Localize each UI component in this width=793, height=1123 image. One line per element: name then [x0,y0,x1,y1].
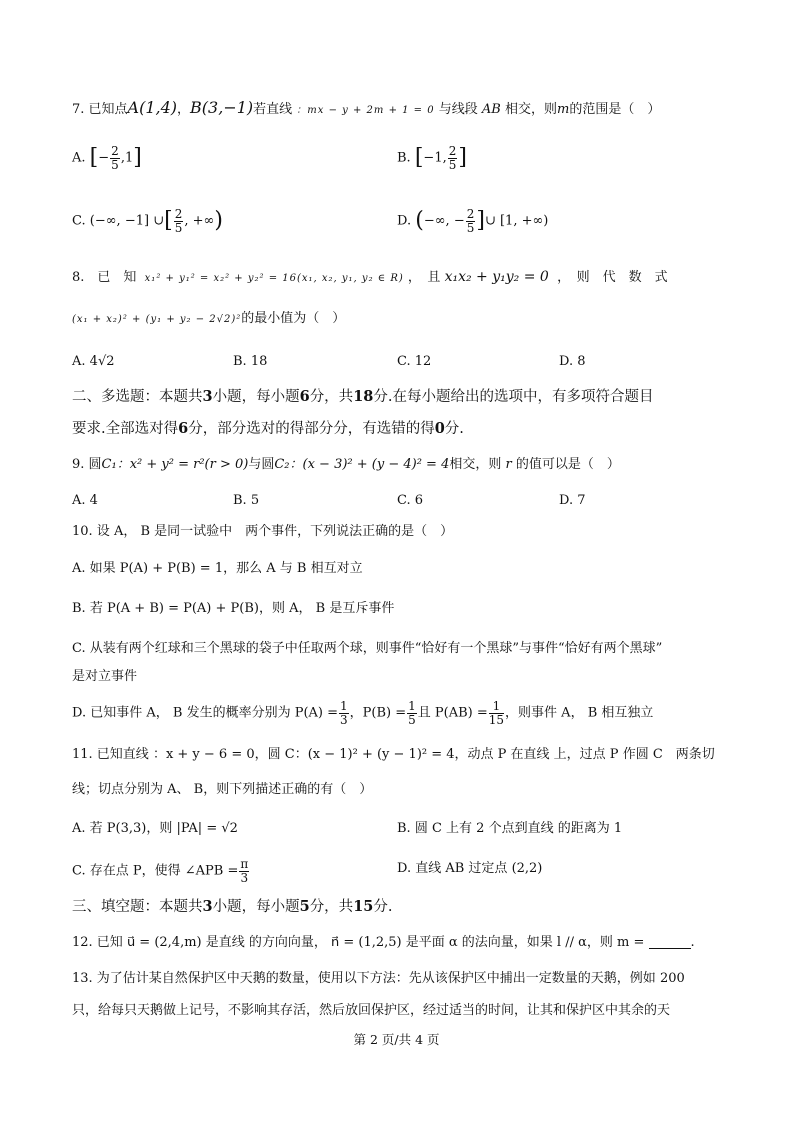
fraction: $\frac{2}{5}$ [466,207,475,235]
q8-option-b: B. 18 [233,354,268,369]
q11-option-a: A. 若 P(3,3)，则 |PA| = √2 [72,821,238,836]
fraction: $\frac{\pi}{3}$ [240,857,249,885]
q7-stem: 7. 已知点A(1,4)，B(3,−1)若直线 ：mx − y + 2m + 1 = 0 与线段 AB 相交，则m的范围是（ ） [72,98,661,117]
q8-option-c: C. 12 [397,354,432,369]
fraction: $\frac{2}{5}$ [174,207,183,235]
section-2-heading-cont: 要求.全部选对得6分，部分选对的得部分分，有选错的得0分. [72,420,464,437]
fraction: $\frac{1}{3}$ [340,699,348,727]
page-footer: 第 2 页/共 4 页 [353,1032,440,1047]
q7-option-d: D. (−∞, − $\frac{2}{5}$ ]∪ [1, +∞) [397,207,549,235]
q9-option-a: A. 4 [72,493,98,508]
q8-stem-line2: (x₁ + x₂)² + (y₁ + y₂ − 2√2)²的最小值为（ ） [72,311,346,326]
fraction: $\frac{2}{5}$ [111,144,119,172]
answer-blank[interactable] [649,936,691,949]
q8-option-d: D. 8 [559,354,586,369]
q8-option-a: A. 4√2 [72,354,115,369]
q9-option-b: B. 5 [233,493,260,508]
q11-option-d: D. 直线 AB 过定点 (2,2) [397,861,543,876]
q9-option-c: C. 6 [397,493,424,508]
fraction: $\frac{1}{15}$ [488,699,505,727]
q10-option-d: D. 已知事件 A， B 发生的概率分别为 P(A) = $\frac{1}{3}$ ，P(B) = $\frac{1}{5}$ 且 P(AB) = $\frac{1}{15}$ ，则事件 A， B 相互独立 [72,699,654,727]
fraction: $\frac{2}{5}$ [448,144,457,172]
section-2-heading: 二、多选题：本题共3小题，每小题6分，共18分.在每小题给出的选项中，有多项符合题目 [72,388,654,405]
q7-option-b: B. [−1, $\frac{2}{5}$ ] [397,144,467,172]
q7-option-c: C. (−∞, −1] ∪[ $\frac{2}{5}$ , +∞) [72,207,223,235]
q10-option-a: A. 如果 P(A) + P(B) = 1，那么 A 与 B 相互对立 [72,561,363,576]
fraction: $\frac{1}{5}$ [408,699,416,727]
q12-stem: 12. 已知 u⃗ = (2,4,m) 是直线 的方向向量， n⃗ = (1,2,5) 是平面 α 的法向量，如果 l // α，则 m = . [72,935,695,950]
q10-option-b: B. 若 P(A + B) = P(A) + P(B)，则 A， B 是互斥事件 [72,601,395,616]
q9-stem: 9. 圆C₁：x² + y² = r²(r > 0)与圆C₂：(x − 3)² + (y − 4)² = 4相交，则 r 的值可以是（ ） [72,457,620,472]
q8-stem-line1: 8. 已 知 x₁² + y₁² = x₂² + y₂² = 16(x₁, x₂, y₁, y₂ ∈ R) ， 且 x₁x₂ + y₁y₂ = 0 ， 则 代 数 式 [72,269,668,285]
q11-option-c: C. 存在点 P，使得 ∠APB = $\frac{\pi}{3}$ [72,857,249,885]
q13-stem: 13. 为了估计某自然保护区中天鹅的数量，使用以下方法：先从该保护区中捕出一定数量的天鹅，例如 200 [72,971,685,986]
q10-option-c-cont: 是对立事件 [72,669,138,684]
q11-option-b: B. 圆 C 上有 2 个点到直线 的距离为 1 [397,821,623,836]
q13-stem-cont: 只，给每只天鹅做上记号，不影响其存活，然后放回保护区，经过适当的时间，让其和保护区中其余的天 [72,1003,671,1018]
q11-stem-cont: 线；切点分别为 A、 B，则下列描述正确的有（ ） [72,782,373,797]
q7-option-a: A. [− $\frac{2}{5}$ ,1] [72,144,142,172]
q9-option-d: D. 7 [559,493,586,508]
q11-stem: 11. 已知直线 ：x + y − 6 = 0，圆 C：(x − 1)² + (y − 1)² = 4，动点 P 在直线 上，过点 P 作圆 C 两条切 [72,747,715,762]
q10-option-c: C. 从装有两个红球和三个黑球的袋子中任取两个球，则事件“恰好有一个黑球”与事件“恰好有两个黑球” [72,641,663,656]
q10-stem: 10. 设 A， B 是同一试验中 两个事件，下列说法正确的是（ ） [72,524,454,539]
section-3-heading: 三、填空题：本题共3小题，每小题5分，共15分. [72,898,393,915]
